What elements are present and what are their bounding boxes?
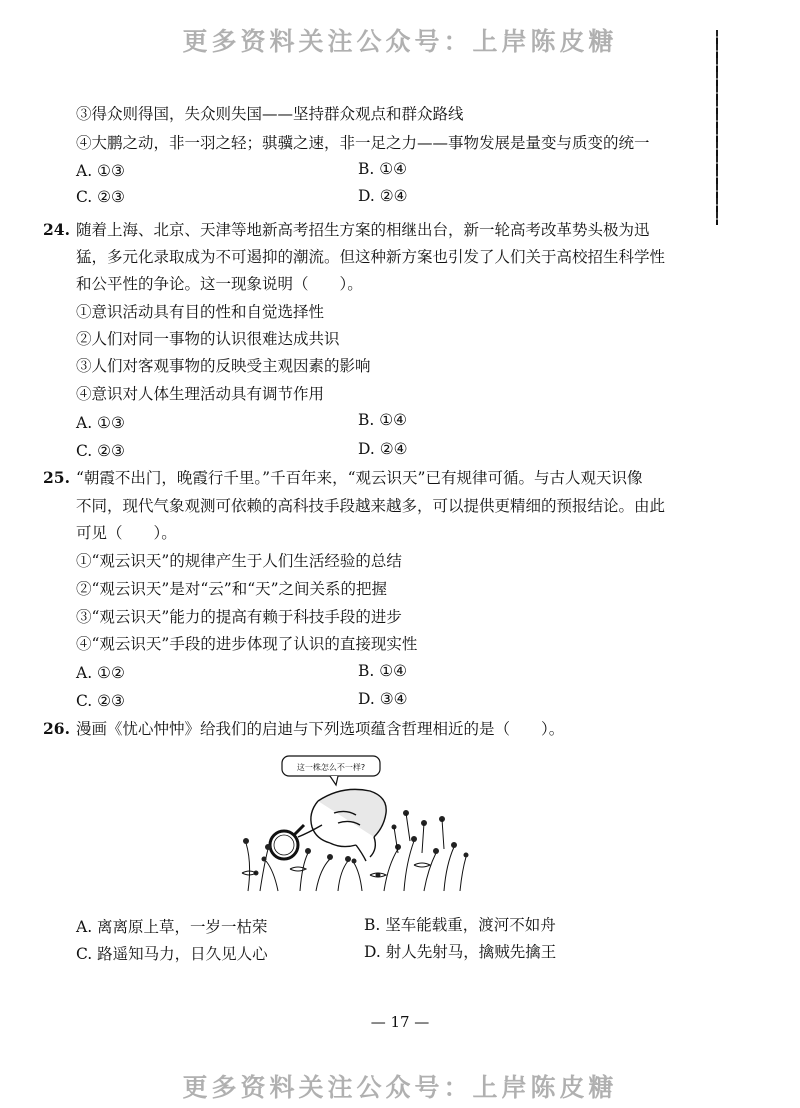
q23-option-c: C. ②③ [76,188,125,206]
q26-option-d: D. 射人先射马，擒贼先擒王 [364,943,557,961]
q24-option-d: D. ②④ [358,440,408,458]
cartoon-worried-gardener [238,753,470,895]
q25-option-d: D. ③④ [358,690,408,708]
q25-item-2: ②“观云识天”是对“云”和“天”之间关系的把握 [76,580,388,598]
q25-option-b: B. ①④ [358,662,408,680]
q24-item-3: ③人们对客观事物的反映受主观因素的影响 [76,357,371,375]
scan-edge-line [716,30,718,225]
q24-stem-line-1: 随着上海、北京、天津等地新高考招生方案的相继出台，新一轮高考改革势头极为迅 [76,221,650,239]
q25-option-c: C. ②③ [76,692,125,710]
gardener-figure [298,789,386,861]
q25-item-4: ④“观云识天”手段的进步体现了认识的直接现实性 [76,635,418,653]
q26-option-a: A. 离离原上草，一岁一枯荣 [76,918,268,936]
q23-option-a: A. ①③ [76,162,125,180]
q24-stem-line-3: 和公平性的争论。这一现象说明（ ）。 [76,275,363,293]
page-number: — 17 — [370,1013,430,1031]
q24-item-4: ④意识对人体生理活动具有调节作用 [76,385,325,403]
q25-stem-line-2: 不同，现代气象观测可依赖的高科技手段越来越多，可以提供更精细的预报结论。由此 [76,497,666,515]
q24-stem-line-2: 猛，多元化录取成为不可遏抑的潮流。但这种新方案也引发了人们关于高校招生科学性 [76,248,666,266]
watermark-top: 更多资料关注公众号：上岸陈皮糖 [182,27,618,56]
q24-number: 24. [43,220,70,239]
q25-stem-line-3: 可见（ ）。 [76,524,177,542]
q26-number: 26. [43,719,70,738]
magnifying-glass-icon [270,825,304,859]
q25-item-3: ③“观云识天”能力的提高有赖于科技手段的进步 [76,608,402,626]
q26-option-b: B. 坚车能载重，渡河不如舟 [364,916,556,934]
q23-item-4: ④大鹏之动，非一羽之轻；骐骥之速，非一足之力——事物发展是量变与质变的统一 [76,134,650,152]
q24-item-1: ①意识活动具有目的性和自觉选择性 [76,303,325,321]
speech-bubble-text: 这一株怎么不一样? [296,763,366,772]
q24-option-a: A. ①③ [76,414,125,432]
q23-item-3: ③得众则得国，失众则失国——坚持群众观点和群众路线 [76,105,464,123]
watermark-bottom: 更多资料关注公众号：上岸陈皮糖 [182,1073,618,1102]
q24-item-2: ②人们对同一事物的认识很难达成共识 [76,330,340,348]
q26-stem: 漫画《忧心忡忡》给我们的启迪与下列选项蕴含哲理相近的是（ ）。 [76,720,565,738]
q26-option-c: C. 路遥知马力，日久见人心 [76,945,268,963]
q23-option-b: B. ①④ [358,160,408,178]
q24-option-b: B. ①④ [358,411,408,429]
q23-option-d: D. ②④ [358,187,408,205]
speech-bubble [282,756,380,785]
q25-item-1: ①“观云识天”的规律产生于人们生活经验的总结 [76,552,402,570]
q24-option-c: C. ②③ [76,442,125,460]
q25-stem-line-1: “朝霞不出门，晚霞行千里。”千百年来，“观云识天”已有规律可循。与古人观天识像 [76,469,643,487]
q25-option-a: A. ①② [76,664,125,682]
q25-number: 25. [43,468,70,487]
